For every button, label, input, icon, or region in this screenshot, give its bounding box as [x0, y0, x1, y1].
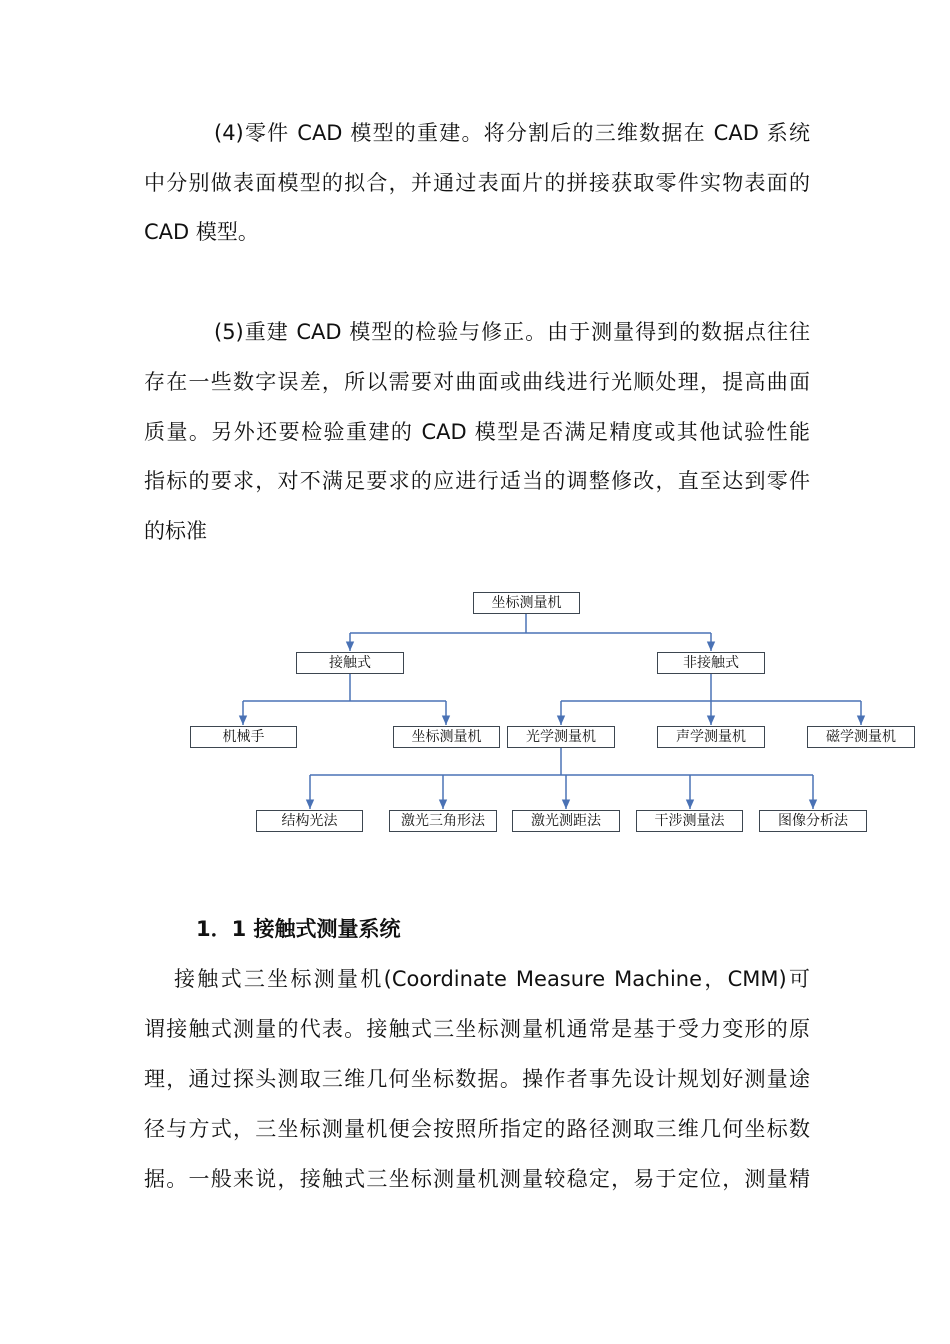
- node-interferometry: 干涉测量法: [636, 810, 743, 832]
- paragraph-line: CAD 模型。: [144, 220, 259, 244]
- node-image-analysis: 图像分析法: [759, 810, 867, 832]
- paragraph-line: (5)重建 CAD 模型的检验与修正。由于测量得到的数据点往往: [214, 320, 810, 344]
- paragraph-line: 理，通过探头测取三维几何坐标数据。操作者事先设计规划好测量途: [144, 1067, 810, 1091]
- node-laser-ranging: 激光测距法: [512, 810, 620, 832]
- node-noncontact: 非接触式: [657, 652, 765, 674]
- node-root-cmm: 坐标测量机: [473, 592, 580, 614]
- paragraph-line: 接触式三坐标测量机(Coordinate Measure Machine，CMM)可: [174, 967, 810, 991]
- node-contact: 接触式: [296, 652, 404, 674]
- section-heading: 1．1 接触式测量系统: [196, 917, 401, 941]
- node-cmm: 坐标测量机: [393, 726, 500, 748]
- node-optical: 光学测量机: [507, 726, 615, 748]
- node-acoustic: 声学测量机: [657, 726, 765, 748]
- node-structured-light: 结构光法: [256, 810, 363, 832]
- paragraph-line: 指标的要求，对不满足要求的应进行适当的调整修改，直至达到零件: [144, 469, 810, 493]
- node-magnetic: 磁学测量机: [807, 726, 915, 748]
- paragraph-line: 据。一般来说，接触式三坐标测量机测量较稳定，易于定位，测量精: [144, 1167, 810, 1191]
- paragraph-line: 质量。另外还要检验重建的 CAD 模型是否满足精度或其他试验性能: [144, 420, 810, 444]
- paragraph-line: 谓接触式测量的代表。接触式三坐标测量机通常是基于受力变形的原: [144, 1017, 810, 1041]
- node-laser-triangulation: 激光三角形法: [389, 810, 497, 832]
- node-robot-arm: 机械手: [190, 726, 297, 748]
- paragraph-line: 存在一些数字误差，所以需要对曲面或曲线进行光顺处理，提高曲面: [144, 370, 810, 394]
- paragraph-line: 径与方式，三坐标测量机便会按照所指定的路径测取三维几何坐标数: [144, 1117, 810, 1141]
- paragraph-line: 中分别做表面模型的拟合，并通过表面片的拼接获取零件实物表面的: [144, 171, 810, 195]
- paragraph-line: (4)零件 CAD 模型的重建。将分割后的三维数据在 CAD 系统: [214, 121, 810, 145]
- paragraph-line: 的标准: [144, 519, 207, 543]
